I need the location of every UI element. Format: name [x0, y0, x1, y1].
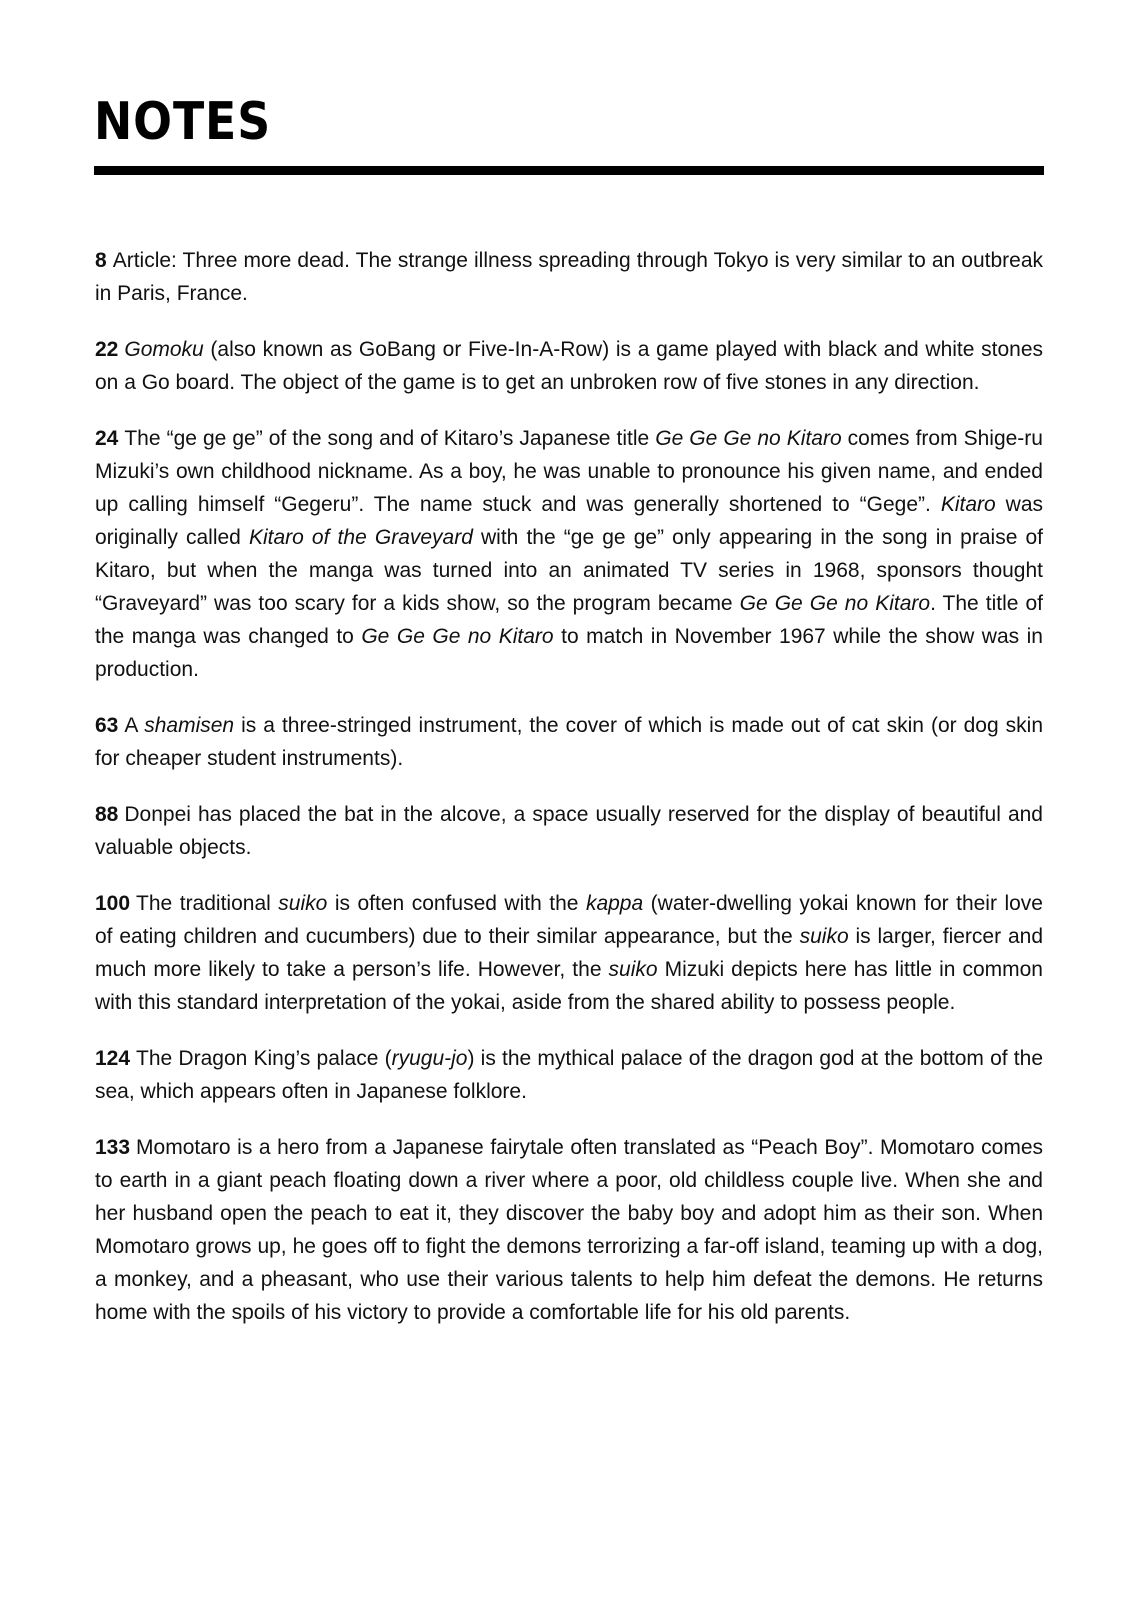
notes-list: [95, 244, 1043, 1352]
note-italic-term: kappa: [585, 892, 644, 915]
note-text: Mizuki depicts here has little in common with this standard interpretation of the yokai, aside from the shared ability to possess people.: [95, 958, 1043, 1014]
note-italic-term: shamisen: [144, 714, 235, 737]
note-item: [95, 1042, 1043, 1108]
note-page-number: 63: [95, 714, 119, 737]
note-text: with the “ge ge ge” only appearing in the song in praise of Kitaro, but when the manga was turned into an animated TV series in 1968, sponsors thought “Graveyard” was too scary for a kids show, so the program became: [95, 526, 1043, 615]
note-text: The Dragon King’s palace (: [136, 1047, 392, 1070]
note-italic-term: ryugu-jo: [391, 1047, 468, 1070]
note-page-number: 8: [95, 249, 107, 272]
note-text: . The title of the manga was changed to: [95, 592, 1043, 648]
note-text: Momotaro is a hero from a Japanese fairytale often translated as “Peach Boy”. Momotaro comes to earth in a giant peach floating down a river where a poor, old childless couple live. When she and her husband open the peach to eat it, they discover the baby boy and adopt him as their son. When Momotaro grows up, he goes off to fight the demons terrorizing a far-off island, teaming up with a dog, a monkey, and a pheasant, who use their various talents to help him defeat the demons. He returns home with the spoils of his victory to provide a comfortable life for his old parents.: [95, 1136, 1043, 1324]
note-italic-term: suiko: [278, 892, 328, 915]
note-item: [95, 244, 1043, 310]
note-page-number: 100: [95, 892, 131, 915]
note-item: [95, 798, 1043, 864]
note-italic-term: Gomoku: [124, 338, 204, 361]
note-italic-term: suiko: [799, 925, 849, 948]
note-item: [95, 1131, 1043, 1329]
note-text: The traditional: [136, 892, 279, 915]
note-italic-term: Ge Ge Ge no Kitaro: [739, 592, 931, 615]
note-page-number: 24: [95, 427, 119, 450]
note-item: [95, 333, 1043, 399]
note-item: [95, 422, 1043, 686]
note-italic-term: Ge Ge Ge no Kitaro: [361, 625, 554, 648]
note-page-number: 124: [95, 1047, 131, 1070]
note-text: Donpei has placed the bat in the alcove, a space usually reserved for the display of beautiful and valuable objects.: [95, 803, 1043, 859]
note-text: is often confused with the: [327, 892, 586, 915]
note-text: ) is the mythical palace of the dragon god at the bottom of the sea, which appears often in Japanese folklore.: [95, 1047, 1043, 1103]
note-page-number: 88: [95, 803, 119, 826]
note-text: comes from Shige-ru Mizuki’s own childhood nickname. As a boy, he was unable to pronounce his given name, and ended up calling himself “Gegeru”. The name stuck and was generally shortened to “Gege”.: [95, 427, 1043, 516]
note-italic-term: Ge Ge Ge no Kitaro: [655, 427, 842, 450]
note-text: (water-dwelling yokai known for their love of eating children and cucumbers) due to their similar appearance, but the: [95, 892, 1043, 948]
note-italic-term: Kitaro of the Graveyard: [248, 526, 473, 549]
note-text: Article: Three more dead. The strange illness spreading through Tokyo is very similar to an outbreak in Paris, France.: [95, 249, 1043, 305]
note-text: to match in November 1967 while the show was in production.: [95, 625, 1043, 681]
note-text: is larger, fiercer and much more likely to take a person’s life. However, the: [95, 925, 1043, 981]
note-text: was originally called: [95, 493, 1043, 549]
note-italic-term: suiko: [608, 958, 658, 981]
page-title: NOTES: [94, 92, 272, 152]
note-text: (also known as GoBang or Five-In-A-Row) is a game played with black and white stones on a Go board. The object of the game is to get an unbroken row of five stones in any direction.: [95, 338, 1043, 394]
note-page-number: 22: [95, 338, 119, 361]
note-item: [95, 709, 1043, 775]
note-italic-term: Kitaro: [940, 493, 996, 516]
note-page-number: 133: [95, 1136, 131, 1159]
note-text: A: [124, 714, 145, 737]
note-text: The “ge ge ge” of the song and of Kitaro’s Japanese title: [124, 427, 656, 450]
title-divider: [94, 166, 1044, 175]
note-item: [95, 887, 1043, 1019]
note-text: is a three-stringed instrument, the cover of which is made out of cat skin (or dog skin for cheaper student instruments).: [95, 714, 1044, 770]
